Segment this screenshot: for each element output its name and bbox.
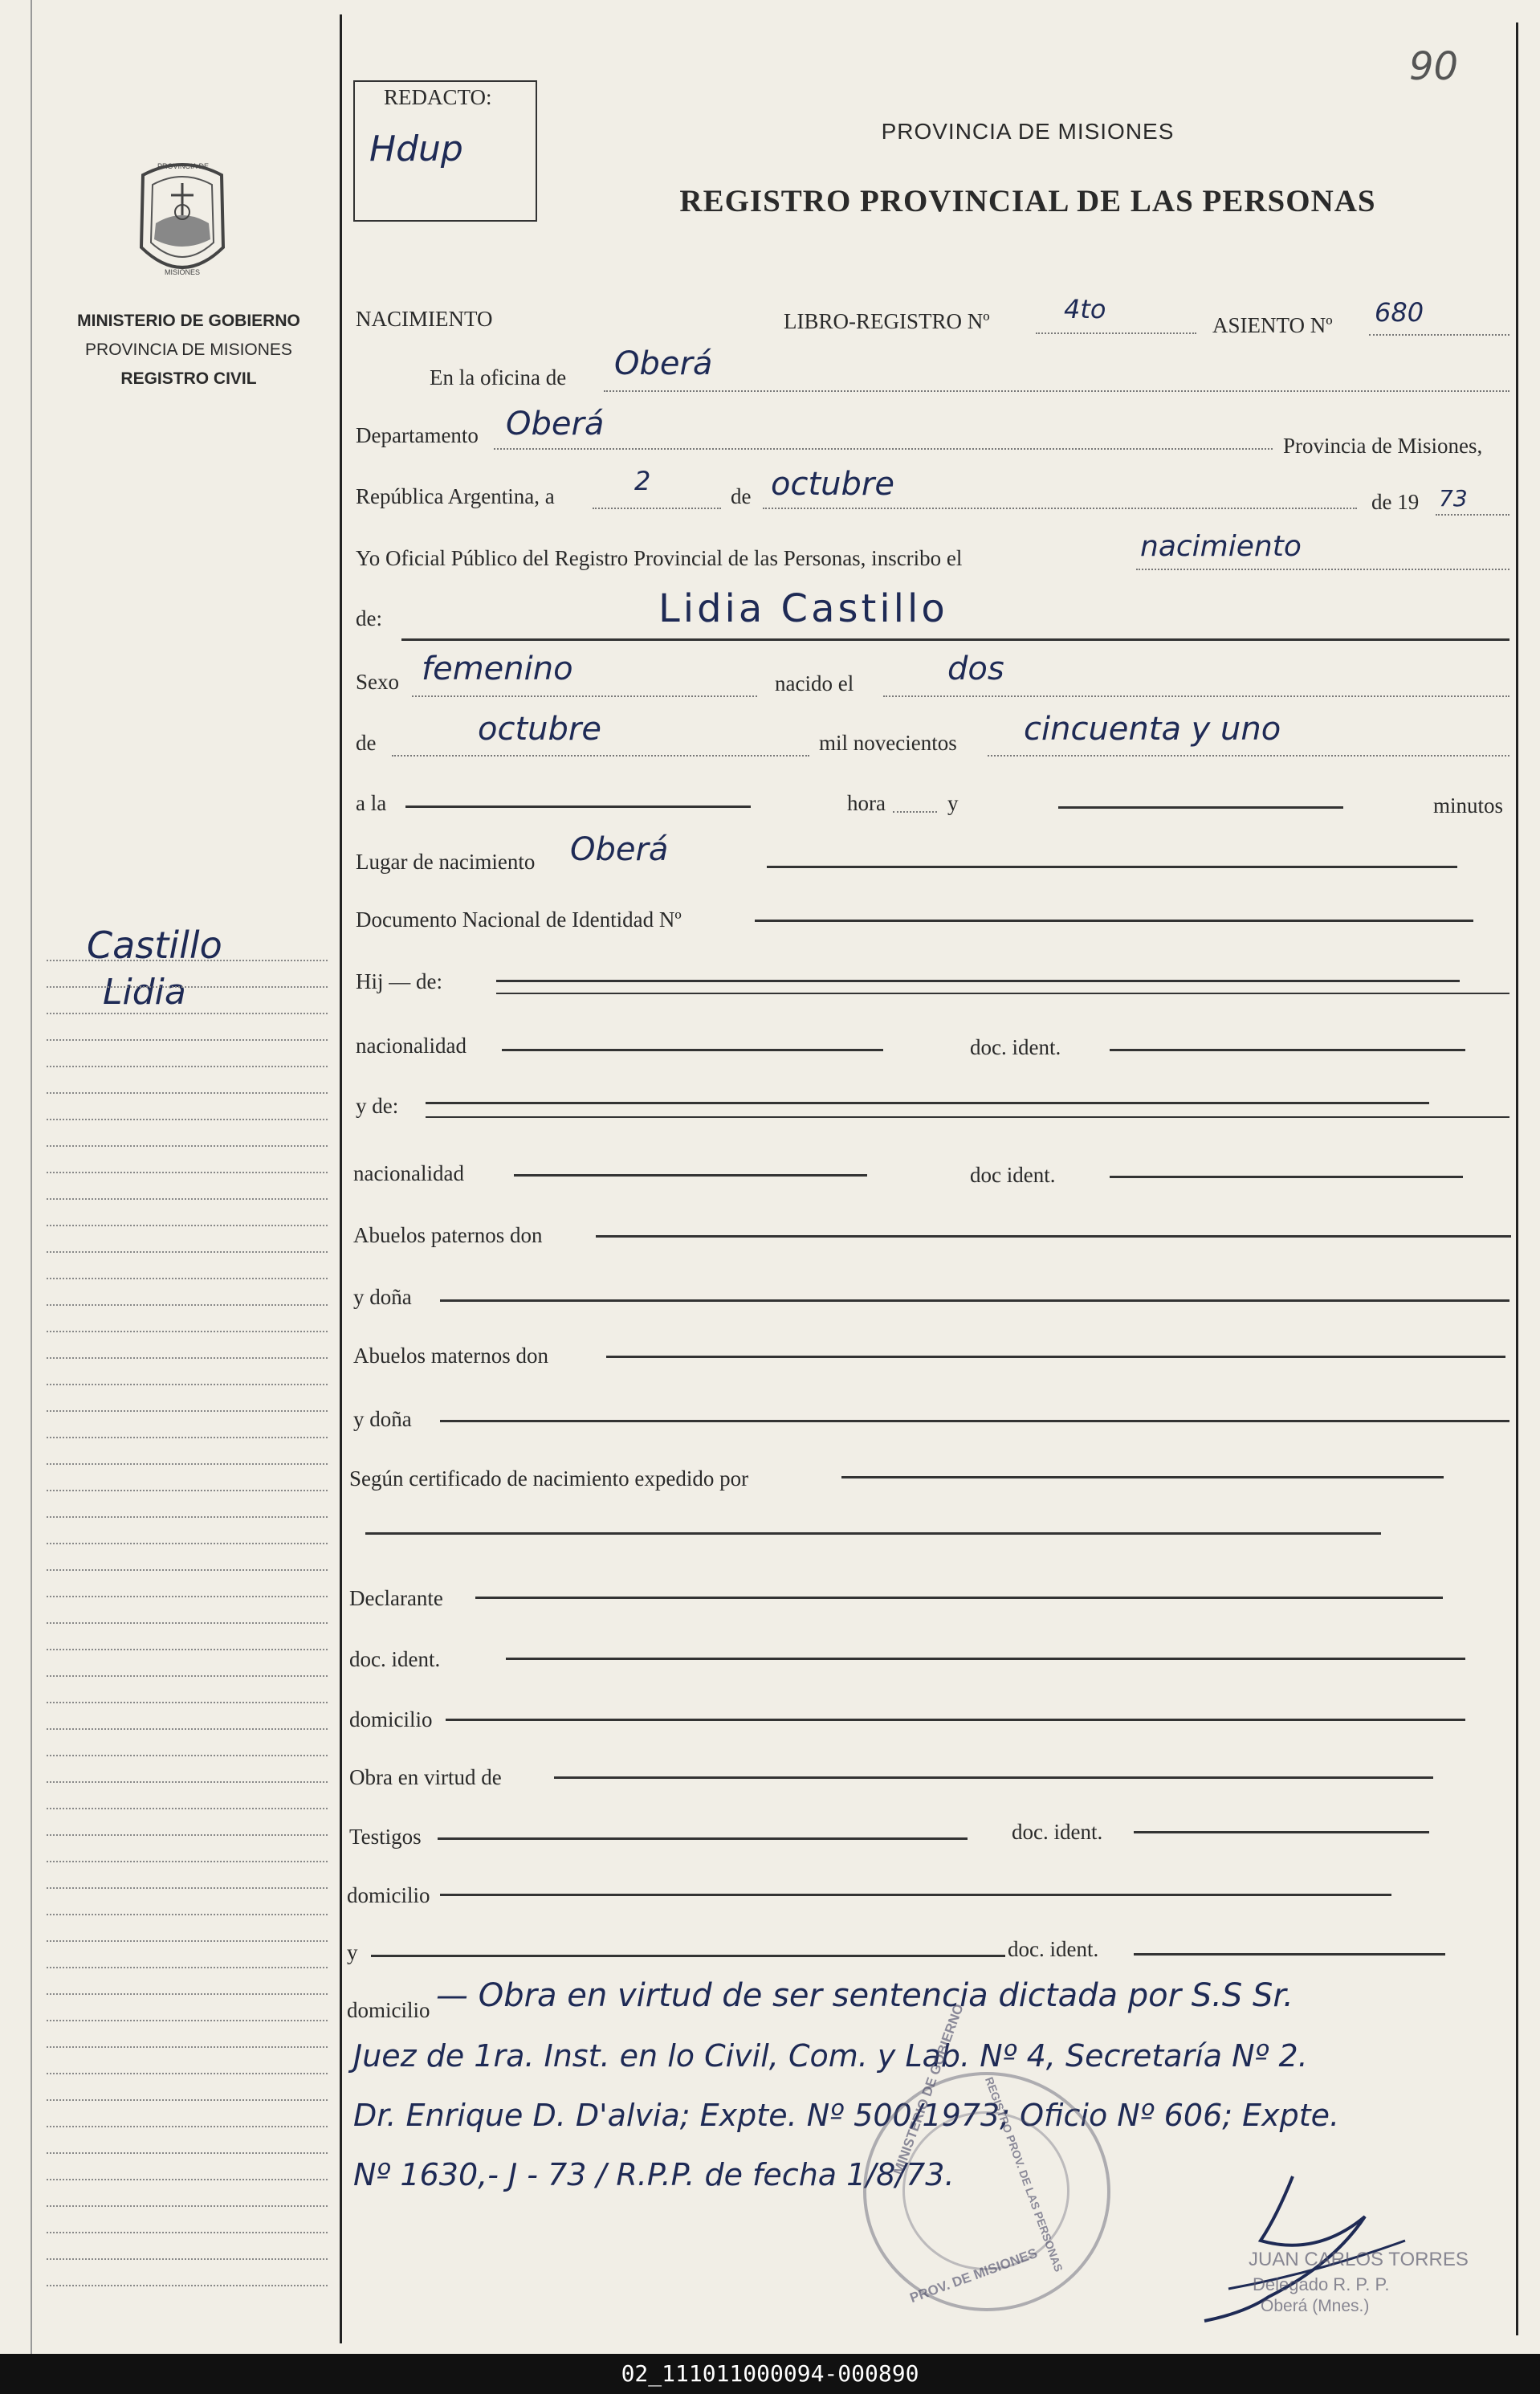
lugar-value: Oberá bbox=[570, 831, 669, 868]
sidebar-rule bbox=[47, 1145, 328, 1147]
signer-place: Oberá (Mnes.) bbox=[1261, 2297, 1370, 2315]
departamento-value: Oberá bbox=[506, 406, 605, 443]
docident-1-label: doc. ident. bbox=[970, 1035, 1061, 1059]
y-2-line bbox=[371, 1955, 1005, 1957]
sidebar-rule bbox=[47, 1384, 328, 1385]
abuelos-maternos-line bbox=[606, 1356, 1505, 1358]
sidebar-rule bbox=[47, 1728, 328, 1730]
mes-value: octubre bbox=[771, 466, 894, 503]
signer-name: JUAN CARLOS TORRES bbox=[1249, 2249, 1469, 2270]
sidebar-rule bbox=[47, 1331, 328, 1332]
sidebar-rule bbox=[47, 1039, 328, 1041]
sidebar-registry: REGISTRO CIVIL bbox=[120, 369, 257, 388]
y-de-label: y de: bbox=[356, 1094, 399, 1118]
testigos-line bbox=[438, 1837, 968, 1840]
obra-label: Obra en virtud de bbox=[349, 1765, 502, 1789]
sidebar-rule bbox=[47, 2020, 328, 2021]
docident-3-label: doc. ident. bbox=[349, 1647, 441, 1671]
official-seal bbox=[863, 2001, 1110, 2311]
sidebar-ministry: MINISTERIO DE GOBIERNO bbox=[77, 312, 300, 330]
sidebar-rule bbox=[47, 1543, 328, 1544]
nacimiento-label: NACIMIENTO bbox=[356, 307, 493, 331]
sidebar-rule bbox=[47, 1622, 328, 1624]
y-dona-2-label: y doña bbox=[353, 1407, 412, 1431]
sidebar-rule bbox=[47, 1013, 328, 1014]
emblem-text-top: PROVINCIA DE bbox=[157, 162, 210, 170]
departamento-label: Departamento bbox=[356, 423, 479, 447]
abuelos-paternos-label: Abuelos paternos don bbox=[353, 1223, 543, 1247]
sidebar-rule bbox=[47, 1278, 328, 1279]
anio-value: 73 bbox=[1439, 485, 1468, 512]
sidebar-rule bbox=[47, 1225, 328, 1226]
sidebar-rule bbox=[47, 1437, 328, 1438]
sexo-line bbox=[412, 695, 757, 697]
y-de-line-1 bbox=[426, 1102, 1429, 1104]
sidebar-rule bbox=[47, 2258, 328, 2260]
redacto-box bbox=[353, 80, 537, 222]
nacido-value: dos bbox=[947, 650, 1004, 687]
inscribo-value: nacimiento bbox=[1140, 530, 1302, 563]
sidebar-rule bbox=[47, 2073, 328, 2074]
name-value: Lidia Castillo bbox=[658, 586, 948, 631]
year2-value: cincuenta y uno bbox=[1024, 711, 1281, 748]
footer-identifier: 02_111011000094-000890 bbox=[0, 2354, 1540, 2394]
inscribo-line bbox=[1136, 569, 1509, 570]
a-la-label: a la bbox=[356, 791, 387, 815]
sidebar-rule bbox=[47, 986, 328, 988]
sidebar-rule bbox=[47, 2232, 328, 2233]
margin-given-name: Lidia bbox=[103, 972, 186, 1013]
docident-4-label: doc. ident. bbox=[1012, 1820, 1103, 1844]
docident-2-label: doc ident. bbox=[970, 1163, 1056, 1187]
hora-label: hora bbox=[847, 791, 886, 815]
hora-line bbox=[405, 805, 751, 808]
sexo-label: Sexo bbox=[356, 670, 399, 694]
left-page-edge-line bbox=[31, 0, 32, 2354]
sidebar-rule bbox=[47, 2285, 328, 2286]
sidebar-rule bbox=[47, 1940, 328, 1942]
segun-line-1 bbox=[841, 1476, 1444, 1478]
sidebar-rule bbox=[47, 1463, 328, 1465]
y-dona-1-line bbox=[440, 1299, 1509, 1302]
sidebar-rule bbox=[47, 2205, 328, 2207]
docident-5-line bbox=[1134, 1953, 1445, 1956]
sidebar-rule bbox=[47, 1675, 328, 1677]
sidebar-rule bbox=[47, 2179, 328, 2180]
anio-line bbox=[1436, 514, 1509, 516]
nacido-line bbox=[883, 695, 1509, 697]
republica-label: República Argentina, a bbox=[356, 484, 555, 508]
margin-surname: Castillo bbox=[87, 924, 222, 967]
note-line-2: Juez de 1ra. Inst. en lo Civil, Com. y Lab. Nº 4, Secretaría Nº 2. bbox=[353, 2038, 1308, 2074]
nacionalidad-1-line bbox=[502, 1049, 883, 1051]
y-dona-2-line bbox=[440, 1420, 1509, 1422]
domicilio-1-label: domicilio bbox=[349, 1707, 433, 1731]
domicilio-2-label: domicilio bbox=[347, 1883, 430, 1907]
emblem-text-bottom: MISIONES bbox=[165, 268, 201, 276]
de-month-label: de bbox=[356, 731, 377, 755]
sidebar-rule bbox=[47, 2152, 328, 2154]
sidebar-rule bbox=[47, 1357, 328, 1359]
sidebar-rule bbox=[47, 1887, 328, 1889]
domicilio-1-line bbox=[446, 1719, 1465, 1721]
dia-line bbox=[593, 508, 721, 509]
domicilio-2-line bbox=[440, 1894, 1391, 1896]
declarante-line bbox=[475, 1597, 1443, 1599]
libro-label: LIBRO-REGISTRO Nº bbox=[784, 309, 990, 333]
asiento-line bbox=[1369, 334, 1509, 336]
declarante-label: Declarante bbox=[349, 1586, 443, 1610]
seal-ring-bottom: PROV. DE MISIONES bbox=[907, 2245, 1040, 2306]
seal-ring-top: MINISTERIO DE GOBIERNO bbox=[890, 2001, 967, 2177]
hij-line-2 bbox=[496, 993, 1509, 994]
sidebar-rule bbox=[47, 1834, 328, 1836]
mil-label: mil novecientos bbox=[819, 731, 957, 755]
abuelos-paternos-line bbox=[596, 1235, 1511, 1238]
sidebar-rule bbox=[47, 1490, 328, 1491]
sidebar-rule bbox=[47, 1914, 328, 1915]
dni-label: Documento Nacional de Identidad Nº bbox=[356, 907, 682, 932]
oficina-label: En la oficina de bbox=[430, 365, 567, 389]
name-line bbox=[401, 638, 1509, 641]
y-label: y bbox=[947, 791, 959, 815]
nacionalidad-2-label: nacionalidad bbox=[353, 1161, 464, 1185]
lugar-label: Lugar de nacimiento bbox=[356, 850, 536, 874]
segun-line-2 bbox=[365, 1532, 1381, 1535]
docident-3-line bbox=[506, 1658, 1465, 1660]
form-divider-line bbox=[340, 14, 342, 2343]
provincia-label: Provincia de Misiones, bbox=[1283, 434, 1483, 458]
sidebar-rule bbox=[47, 2099, 328, 2101]
page-number: 90 bbox=[1409, 44, 1459, 89]
abuelos-maternos-label: Abuelos maternos don bbox=[353, 1344, 548, 1368]
sidebar-province: PROVINCIA DE MISIONES bbox=[85, 341, 292, 359]
right-border-line bbox=[1516, 22, 1518, 2335]
de-label: de bbox=[731, 484, 752, 508]
year2-line bbox=[988, 755, 1509, 757]
redacto-label: REDACTO: bbox=[384, 85, 492, 109]
libro-value: 4to bbox=[1064, 294, 1106, 324]
y-de-line-2 bbox=[426, 1116, 1509, 1118]
minutos-line bbox=[1058, 806, 1343, 809]
header-title: REGISTRO PROVINCIAL DE LAS PERSONAS bbox=[679, 184, 1376, 218]
header-province: PROVINCIA DE MISIONES bbox=[881, 119, 1175, 144]
docident-1-line bbox=[1110, 1049, 1465, 1051]
dni-line bbox=[755, 920, 1473, 922]
docident-2-line bbox=[1110, 1176, 1463, 1178]
sidebar-rule bbox=[47, 1755, 328, 1756]
sidebar-rule bbox=[47, 1569, 328, 1571]
sidebar-rule bbox=[47, 1649, 328, 1650]
nacido-label: nacido el bbox=[775, 671, 854, 695]
sidebar-rule bbox=[47, 1066, 328, 1067]
y-dona-1-label: y doña bbox=[353, 1285, 412, 1309]
sidebar-rule bbox=[47, 1172, 328, 1173]
nacionalidad-2-line bbox=[514, 1174, 867, 1177]
sidebar-rule bbox=[47, 1781, 328, 1783]
sidebar-rule bbox=[47, 1092, 328, 1094]
seal-ring-right: REGISTRO PROV. DE LAS PERSONAS bbox=[982, 2075, 1065, 2274]
sidebar-rule bbox=[47, 1596, 328, 1597]
obra-line bbox=[554, 1776, 1433, 1779]
sidebar-rule bbox=[47, 1410, 328, 1412]
sexo-value: femenino bbox=[422, 650, 573, 687]
month2-value: octubre bbox=[478, 711, 601, 748]
redacto-initials: Hdup bbox=[369, 128, 463, 169]
note-line-1: — Obra en virtud de ser sentencia dictada por S.S Sr. bbox=[436, 1977, 1294, 2014]
sidebar-rule bbox=[47, 1967, 328, 1968]
hij-label: Hij — de: bbox=[356, 969, 442, 993]
sidebar-rule bbox=[47, 1119, 328, 1120]
minutos-label: minutos bbox=[1433, 793, 1504, 818]
lugar-line bbox=[767, 866, 1457, 868]
sidebar-rule bbox=[47, 960, 328, 961]
y-2-label: y bbox=[347, 1940, 358, 1964]
sidebar-rule bbox=[47, 2126, 328, 2127]
testigos-label: Testigos bbox=[349, 1825, 422, 1849]
segun-label: Según certificado de nacimiento expedido por bbox=[349, 1466, 749, 1491]
sidebar-rule bbox=[47, 1861, 328, 1862]
dia-value: 2 bbox=[634, 466, 651, 496]
sidebar-rule bbox=[47, 1198, 328, 1200]
sidebar-rule bbox=[47, 2046, 328, 2048]
sidebar-rule bbox=[47, 1304, 328, 1306]
oficial-text: Yo Oficial Público del Registro Provincial de las Personas, inscribo el bbox=[356, 546, 963, 570]
oficina-value: Oberá bbox=[614, 345, 713, 382]
asiento-label: ASIENTO Nº bbox=[1212, 313, 1333, 337]
asiento-value: 680 bbox=[1375, 297, 1424, 328]
mes-line bbox=[763, 508, 1357, 509]
sidebar-rule bbox=[47, 1516, 328, 1518]
docident-5-label: doc. ident. bbox=[1008, 1937, 1099, 1961]
domicilio-3-label: domicilio bbox=[347, 1998, 430, 2022]
nacionalidad-1-label: nacionalidad bbox=[356, 1034, 466, 1058]
oficina-line bbox=[604, 390, 1509, 392]
libro-line bbox=[1036, 332, 1196, 334]
note-line-3: Dr. Enrique D. D'alvia; Expte. Nº 500/1973; Oficio Nº 606; Expte. bbox=[353, 2098, 1340, 2133]
anio-label: de 19 bbox=[1371, 490, 1420, 514]
sidebar-rule bbox=[47, 1702, 328, 1703]
note-line-4: Nº 1630,- J - 73 / R.P.P. de fecha 1/8/73. bbox=[353, 2157, 955, 2192]
sidebar-rule bbox=[47, 1993, 328, 1995]
docident-4-line bbox=[1134, 1831, 1429, 1833]
sidebar-rule bbox=[47, 1251, 328, 1253]
de-name-label: de: bbox=[356, 606, 382, 630]
hij-line-1 bbox=[496, 980, 1460, 982]
sidebar-rule bbox=[47, 1808, 328, 1809]
signer-role: Delegado R. P. P. bbox=[1253, 2274, 1390, 2294]
departamento-line bbox=[494, 448, 1273, 450]
month2-line bbox=[392, 755, 809, 757]
hora-dots bbox=[893, 811, 937, 813]
